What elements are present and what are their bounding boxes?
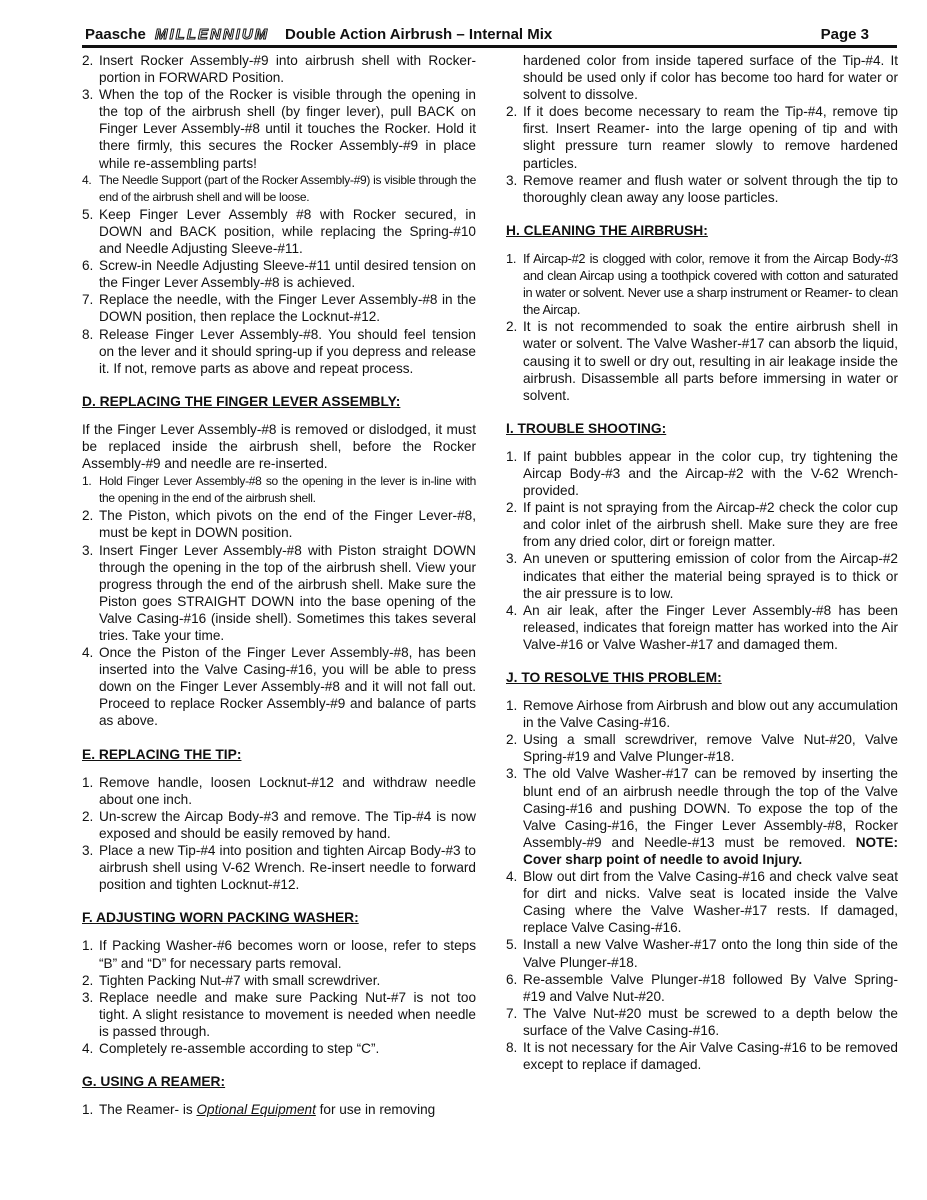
list-item: 4. Completely re-assemble according to step “C”. (82, 1040, 380, 1056)
list-item: 4. Blow out dirt from the Valve Casing-#16 and check valve seat for dirt and nicks. Valve seat is located inside the Valve Casing where the Valve Washer-#17 rests. If damaged, replace Valve Casing-#16. (506, 869, 898, 936)
section-g-continuation: hardened color from inside tapered surface of the Tip-#4. It should be used only if color has become too hard for water or solvent to dissolve. (523, 53, 898, 103)
page-header (85, 24, 897, 46)
list-item: 1. Remove Airhose from Airbrush and blow out any accumulation in the Valve Casing-#16. (506, 698, 898, 731)
list-item: 3. The old Valve Washer-#17 can be removed by inserting the blunt end of an airbrush needle through the top of the Valve Casing-#16 and pushing DOWN. To expose the top of the Valve Casing-#16, the Finger Lever Assembly-#8, Rocker Assembly-#9 and Needle-#13 must be removed. NOTE: Cover sharp point of needle to avoid Injury. (506, 766, 899, 867)
header-rule (82, 45, 897, 48)
section-e-list (82, 774, 476, 894)
list-item: 2. Insert Rocker Assembly-#9 into airbrush shell with Rocker-portion in FORWARD Position. (82, 53, 476, 86)
list-item: 4. Once the Piston of the Finger Lever Assembly-#8, has been inserted into the Valve Casing-#16, you will be able to press down on the Finger Lever Assembly-#8 and it will not fall out. Proceed to replace Rocker Assembly-#9 and balance of parts as above. (82, 645, 476, 729)
section-d-list (82, 473, 476, 729)
list-item: 3. Replace needle and make sure Packing Nut-#7 is not too tight. A slight resistance to movement is needed when needle is passed through. (82, 989, 476, 1039)
section-i-list (506, 448, 898, 653)
section-d-intro: If the Finger Lever Assembly-#8 is removed or dislodged, it must be replaced inside the airbrush shell, before the Rocker Assembly-#9 and needle are re-inserted. (82, 421, 476, 472)
section-heading-j: J. TO RESOLVE THIS PROBLEM: (506, 670, 722, 685)
list-item: 1. If Aircap-#2 is clogged with color, remove it from the Aircap Body-#3 and clean Aircap using a toothpick covered with cotton and saturated in water or solvent. Never use a sharp instrument or Reamer- to clean the Aircap. (506, 250, 898, 318)
document-title: Double Action Airbrush – Internal Mix (285, 26, 553, 43)
list-item: 8. It is not necessary for the Air Valve Casing-#16 to be removed except to replace if damaged. (506, 1039, 898, 1073)
list-item: 5. Install a new Valve Washer-#17 onto the long thin side of the Valve Plunger-#18. (506, 937, 898, 970)
section-g-list (82, 1101, 476, 1118)
list-item: 3. When the top of the Rocker is visible through the opening in the top of the airbrush shell (by finger lever), pull BACK on Finger Lever Assembly-#8 until it touches the Rocker. Hold it there firmly, this secures the Rocker Assembly-#9 in place while re-assembling parts! (82, 87, 476, 171)
list-item: 5. Keep Finger Lever Assembly #8 with Rocker secured, in DOWN and BACK position, while replacing the Spring-#10 and Needle Adjusting Sleeve-#11. (82, 206, 476, 257)
list-item: 2. Using a small screwdriver, remove Valve Nut-#20, Valve Spring-#19 and Valve Plunger-#18. (506, 732, 898, 765)
brand-name: Paasche (85, 26, 146, 43)
section-heading-e: E. REPLACING THE TIP: (82, 746, 242, 762)
list-item: 1. Remove handle, loosen Locknut-#12 and withdraw needle about one inch. (82, 774, 476, 807)
list-item: 3. An uneven or sputtering emission of color from the Aircap-#2 indicates that either the material being sprayed is to thick or the air pressure is to low. (506, 551, 898, 601)
list-item: 6. Re-assemble Valve Plunger-#18 followed By Valve Spring-#19 and Valve Nut-#20. (506, 971, 898, 1004)
list-item: 7. The Valve Nut-#20 must be screwed to a depth below the surface of the Valve Casing-#16. (506, 1005, 898, 1038)
left-column (82, 52, 476, 1118)
list-item: 4. An air leak, after the Finger Lever Assembly-#8 has been released, indicates that foreign matter has worked into the Air Valve-#16 or Valve Washer-#17 and damaged them. (506, 602, 898, 652)
section-f-list (82, 937, 476, 1057)
list-item: 2. If paint is not spraying from the Aircap-#2 check the color cup and color inlet of the airbrush shell. Make sure they are free from any dried color, dirt or foreign matter. (506, 500, 898, 550)
section-g-list-continued (506, 103, 898, 206)
list-item: 4. The Needle Support (part of the Rocker Assembly-#9) is visible through the end of the airbrush shell and will be loose. (82, 172, 476, 204)
optional-equipment-text: Optional Equipment (196, 1102, 316, 1118)
list-item: 2. The Piston, which pivots on the end of the Finger Lever-#8, must be kept in DOWN position. (82, 508, 476, 541)
page-number: Page 3 (820, 26, 869, 43)
list-item: 3. Place a new Tip-#4 into position and tighten Aircap Body-#3 to airbrush shell using V-62 Wrench. Re-insert needle to forward position and tighten Locknut-#12. (82, 843, 476, 893)
list-item: 1. If paint bubbles appear in the color cup, try tightening the Aircap Body-#3 and the Aircap-#2 with the V-62 Wrench-provided. (506, 448, 898, 499)
list-item: 6. Screw-in Needle Adjusting Sleeve-#11 until desired tension on the Finger Lever Assembly-#8 is achieved. (82, 258, 476, 291)
section-heading-d: D. REPLACING THE FINGER LEVER ASSEMBLY: (82, 393, 401, 409)
list-item: 2. If it does become necessary to ream the Tip-#4, remove tip first. Insert Reamer- into the large opening of tip and with slight pressure turn reamer slowly to remove hardened particles. (506, 104, 898, 171)
section-j-list (506, 697, 898, 1073)
section-h-list (506, 250, 898, 404)
section-heading-h: H. CLEANING THE AIRBRUSH: (506, 222, 708, 238)
section-heading-f: F. ADJUSTING WORN PACKING WASHER: (82, 910, 359, 926)
list-item: 2. It is not recommended to soak the entire airbrush shell in water or solvent. The Valve Washer-#17 can absorb the liquid, causing it to swell or dry out, resulting in air leakage inside the airbrush. Disassemble all parts before immersing in water or solvent. (506, 319, 898, 403)
list-item: 8. Release Finger Lever Assembly-#8. You should feel tension on the lever and it should spring-up if you depress and release it. If not, remove parts as above and repeat process. (82, 326, 476, 376)
section-heading-g: G. USING A REAMER: (82, 1074, 226, 1090)
section-heading-i: I. TROUBLE SHOOTING: (506, 420, 667, 436)
safety-note: NOTE: Cover sharp point of needle to avoid Injury. (523, 834, 899, 867)
section-c-list (82, 52, 476, 377)
list-item: 3. Remove reamer and flush water or solvent through the tip to thoroughly clean away any loose particles. (506, 172, 898, 205)
list-item: 7. Replace the needle, with the Finger Lever Assembly-#8 in the DOWN position, then replace the Locknut-#12. (82, 292, 476, 325)
list-item: 1. The Reamer- is Optional Equipment for use in removing (82, 1102, 436, 1118)
right-column (506, 52, 898, 1073)
list-item: 2. Un-screw the Aircap Body-#3 and remove. The Tip-#4 is now exposed and should be easily removed by hand. (82, 808, 476, 841)
list-item: 1. Hold Finger Lever Assembly-#8 so the opening in the lever is in-line with the opening in the end of the airbrush shell. (82, 474, 476, 506)
list-item: 1. If Packing Washer-#6 becomes worn or loose, refer to steps “B” and “D” for necessary parts removal. (82, 938, 476, 971)
list-item: 2. Tighten Packing Nut-#7 with small screwdriver. (82, 972, 381, 988)
list-item: 3. Insert Finger Lever Assembly-#8 with Piston straight DOWN through the opening in the top of the airbrush shell. View your progress through the end of the airbrush shell. Make sure the Piston goes STRAIGHT DOWN into the base opening of the Valve Casing-#16 (inside shell). Sometimes this takes several tries. Take your time. (82, 542, 476, 643)
model-name: MILLENNIUM (155, 26, 270, 43)
